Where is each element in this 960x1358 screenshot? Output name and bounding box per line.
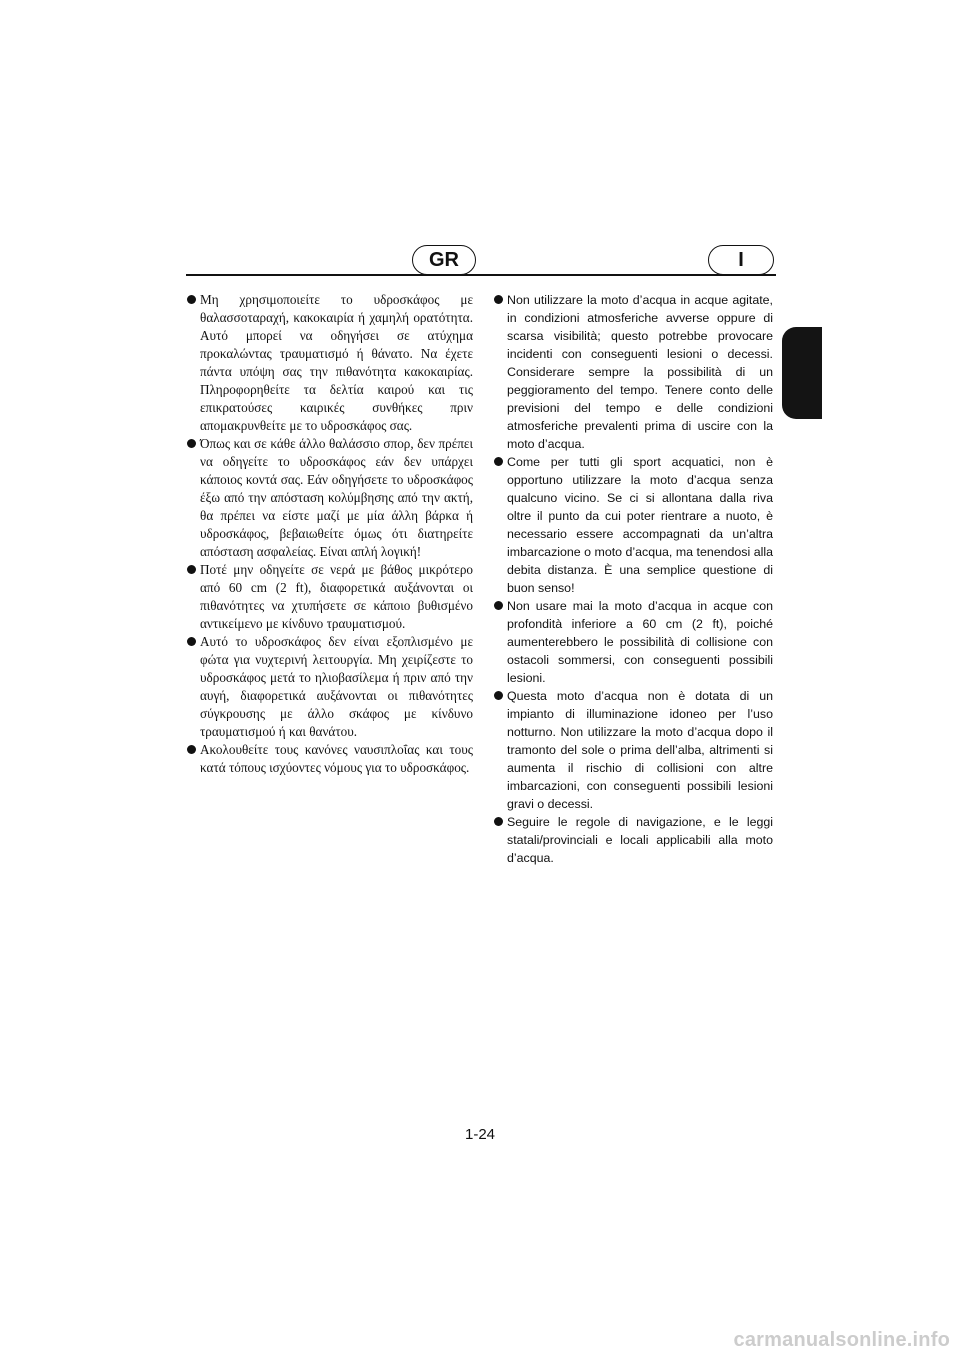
greek-column <box>187 291 473 777</box>
language-badge-italian: I <box>708 245 774 275</box>
bullet-icon <box>494 457 503 466</box>
greek-item-text: Όπως και σε κάθε άλλο θαλάσσιο σπορ, δεν πρέπει να οδηγείτε το υδροσκάφος εάν δεν υπάρχει κάποιος κοντά σας. Εάν οδηγήσετε το υδροσκάφος έξω από την απόσταση κολύμβησης από την ακτή, θα πρέπει να είστε μαζί με μία άλλη βάρκα ή υδροσκάφος, βεβαιωθείτε όμως ότι διατηρείτε απόσταση ασφαλείας. Είναι απλή λογική! <box>200 436 473 559</box>
page-number: 1-24 <box>464 1126 496 1143</box>
greek-item-4 <box>187 633 473 741</box>
italian-column <box>494 291 773 867</box>
greek-item-text: Ακολουθείτε τους κανόνες ναυσιπλοΐας και τους κατά τόπους ισχύοντες νόμους για το υδροσκάφος. <box>200 742 473 775</box>
language-badge-greek: GR <box>412 245 476 275</box>
greek-item-5 <box>187 741 473 777</box>
bullet-icon <box>494 295 503 304</box>
greek-item-text: Ποτέ μην οδηγείτε σε νερά με βάθος μικρότερο από 60 cm (2 ft), διαφορετικά αυξάνονται οι πιθανότητες να χτυπήσετε σε κάποιο βυθισμένο αντικείμενο με κίνδυνο τραυματισμού. <box>200 562 473 631</box>
bullet-icon <box>187 565 196 574</box>
bullet-icon <box>187 745 196 754</box>
greek-item-text: Μη χρησιμοποιείτε το υδροσκάφος με θαλασσοταραχή, κακοκαιρία ή χαμηλή ορατότητα. Αυτό μπορεί να οδηγήσει σε ατύχημα προκαλώντας τραυματισμό ή θάνατο. Να έχετε πάντα υπόψη σας την πιθανότητα κακοκαιρίας. Πληροφορηθείτε τα δελτία καιρού και τις επικρατούσες καιρικές συνθήκες πριν απομακρυνθείτε με το υδροσκάφος σας. <box>200 292 473 433</box>
italian-item-3 <box>494 597 773 687</box>
italian-item-text: Non usare mai la moto d’acqua in acque con profondità inferiore a 60 cm (2 ft), poiché aumenterebbero le possibilità di collisione con ostacoli sommersi, con conseguenti possibili lesioni. <box>507 599 773 685</box>
bullet-icon <box>494 601 503 610</box>
italian-item-5 <box>494 813 773 867</box>
greek-item-3 <box>187 561 473 633</box>
greek-item-text: Αυτό το υδροσκάφος δεν είναι εξοπλισμένο με φώτα για νυχτερινή λειτουργία. Μη χειρίζεστε το υδροσκάφος μετά το ηλιοβασίλεμα ή πριν από την αυγή, διαφορετικά αυξάνονται οι πιθανότητες σύγκρουσης με άλλο σκάφος με κίνδυνο τραυματισμού ή και θανάτου. <box>200 634 473 739</box>
section-side-tab <box>782 327 822 419</box>
italian-item-text: Come per tutti gli sport acquatici, non è opportuno utilizzare la moto d’acqua senza qualcuno vicino. Se ci si allontana dalla riva oltre il punto da cui poter rientrare a nuoto, è necessario essere accompagnati da un’altra imbarcazione o moto d’acqua, ma tenendosi alla debita distanza. È una semplice questione di buon senso! <box>507 455 773 595</box>
italian-item-text: Seguire le regole di navigazione, e le leggi statali/provinciali e locali applicabili alla moto d’acqua. <box>507 815 773 865</box>
bullet-icon <box>494 817 503 826</box>
watermark: carmanualsonline.info <box>733 1329 950 1351</box>
header-divider <box>186 274 776 276</box>
italian-item-4 <box>494 687 773 813</box>
bullet-icon <box>187 637 196 646</box>
bullet-icon <box>187 439 196 448</box>
bullet-icon <box>494 691 503 700</box>
greek-item-2 <box>187 435 473 561</box>
italian-item-text: Questa moto d’acqua non è dotata di un impianto di illuminazione idoneo per l’uso notturno. Non utilizzare la moto d’acqua dopo il tramonto del sole o prima dell’alba, altrimenti si aumenta il rischio di collisioni con altre imbarcazioni, con conseguenti possibili lesioni gravi o decessi. <box>507 689 773 811</box>
italian-item-1 <box>494 291 773 453</box>
greek-item-1 <box>187 291 473 435</box>
italian-item-2 <box>494 453 773 597</box>
bullet-icon <box>187 295 196 304</box>
italian-item-text: Non utilizzare la moto d’acqua in acque agitate, in condizioni atmosferiche avverse oppure di scarsa visibilità; questo potrebbe provocare incidenti con conseguenti lesioni o decessi. Considerare sempre la possibilità di un peggioramento del tempo. Tenere conto delle previsioni del tempo e delle condizioni atmosferiche prevalenti prima di uscire con la moto d’acqua. <box>507 293 773 451</box>
